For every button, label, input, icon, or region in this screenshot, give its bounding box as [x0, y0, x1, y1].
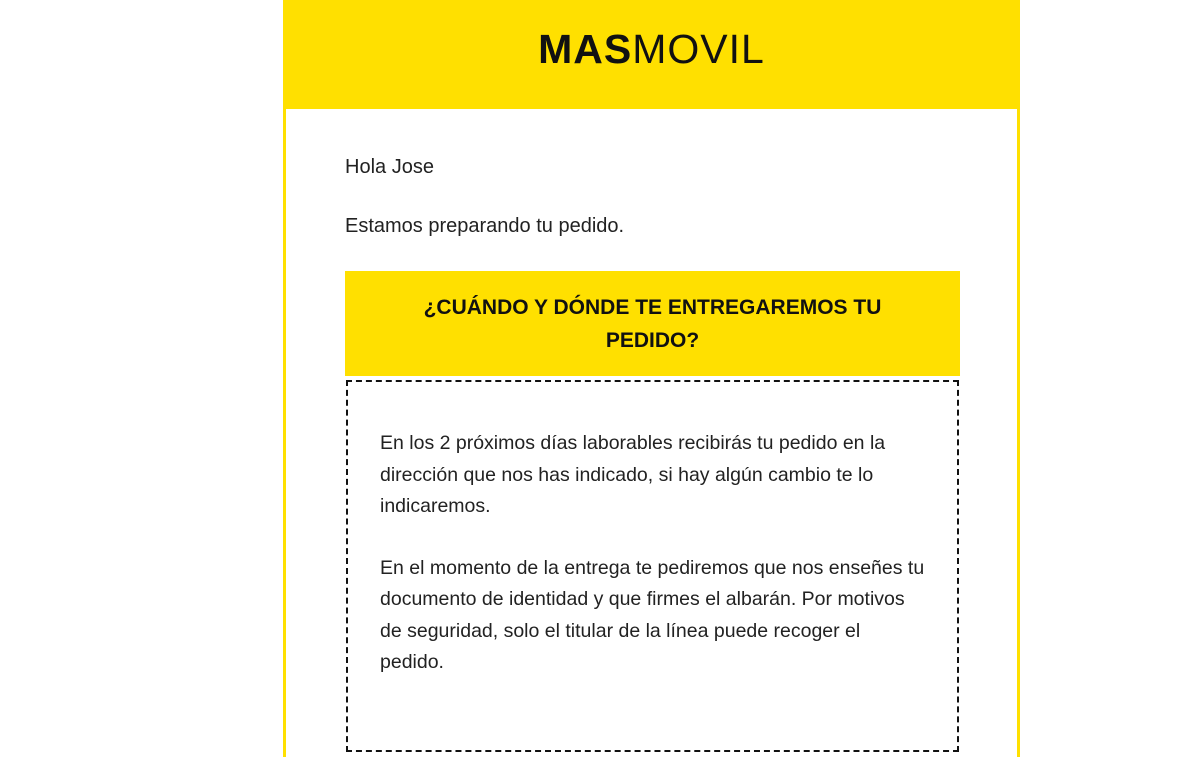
logo-light-text: MOVIL	[632, 25, 765, 72]
delivery-paragraph-1: En los 2 próximos días laborables recibirás tu pedido en la dirección que nos has indicado, si hay algún cambio te lo indicaremos.	[380, 432, 886, 517]
email-header	[283, 0, 1020, 109]
greeting-text: Hola Jose	[345, 156, 434, 178]
logo-bold-text: MAS	[538, 25, 633, 72]
email-container	[283, 0, 1020, 757]
masmovil-logo	[538, 26, 765, 73]
delivery-section-header	[345, 271, 960, 376]
delivery-paragraph-2: En el momento de la entrega te pediremos que nos enseñes tu documento de identidad y que firmes el albarán. Por motivos de seguridad, solo el titular de la línea puede recoger el pedido.	[380, 556, 925, 673]
delivery-info-box	[346, 380, 959, 752]
intro-text: Estamos preparando tu pedido.	[345, 215, 625, 237]
delivery-title: ¿CUÁNDO Y DÓNDE TE ENTREGAREMOS TU PEDIDO?	[423, 295, 882, 352]
